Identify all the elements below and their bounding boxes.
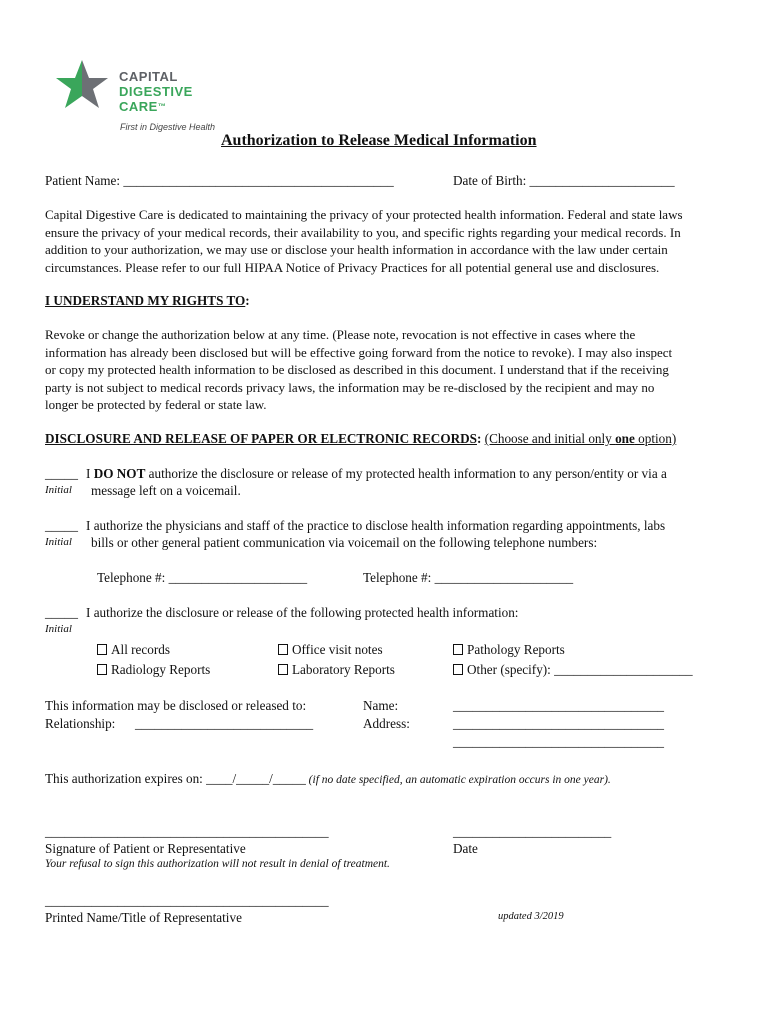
printed-name-field[interactable]: ___________________________________________ (45, 893, 329, 908)
checkbox-label: All records (111, 642, 170, 657)
date-of-birth-field[interactable]: Date of Birth: ______________________ (453, 173, 675, 188)
signature-field[interactable]: ___________________________________________ (45, 824, 329, 839)
signature-label: Signature of Patient or Representative (45, 841, 246, 856)
logo-line-capital: CAPITAL (119, 69, 178, 84)
disclosure-heading-colon: : (476, 431, 482, 446)
rights-heading-colon: : (245, 293, 250, 308)
option1-post: authorize the disclosure or release of my protected health information to any person/entity or via a (145, 466, 667, 481)
rights-heading: I UNDERSTAND MY RIGHTS TO (45, 293, 246, 308)
rights-paragraph (45, 326, 730, 414)
intro-paragraph (45, 206, 730, 276)
option1-line2: message left on a voicemail. (91, 483, 241, 498)
printed-name-label: Printed Name/Title of Representative (45, 910, 242, 925)
intro-line: ensure the privacy of your medical records, their availability to you, and specific rights regarding your medical records. In (45, 224, 681, 240)
logo (54, 58, 224, 138)
logo-tagline: First in Digestive Health (120, 122, 216, 132)
option3-initial-label: Initial (45, 623, 72, 635)
option2-initial-blank[interactable]: _____ (45, 518, 78, 533)
logo-tm: ™ (157, 102, 167, 111)
recipient-address-field-1[interactable]: ________________________________ (453, 716, 664, 731)
option1-line1 (86, 465, 667, 482)
refusal-note: Your refusal to sign this authorization will not result in denial of treatment. (45, 858, 390, 870)
option1-initial-blank[interactable]: _____ (45, 466, 78, 481)
recipient-address-field-2[interactable]: ________________________________ (453, 734, 664, 749)
telephone-field-1[interactable]: Telephone #: _____________________ (97, 570, 308, 585)
checkbox-square[interactable] (453, 644, 463, 655)
date-label: Date (453, 841, 478, 856)
rights-line: information has already been disclosed but will be effective going forward from the notice to revoke). I may also inspect (45, 344, 673, 360)
option2-line1: I authorize the physicians and staff of the practice to disclose health information regarding appointments, labs (86, 518, 666, 533)
logo-line-digestive: DIGESTIVE (119, 84, 193, 99)
expiry-line (45, 770, 611, 789)
checkbox-label: Pathology Reports (467, 642, 565, 657)
expiry-date-field[interactable]: This authorization expires on: ____/_____/_____ (45, 771, 306, 786)
relationship-field[interactable]: ___________________________ (135, 716, 314, 731)
disclosure-heading: DISCLOSURE AND RELEASE OF PAPER OR ELECTRONIC RECORDS (45, 431, 477, 446)
checkbox-laboratory-reports[interactable] (278, 661, 395, 678)
instruction-pre: (Choose and initial only (484, 431, 616, 446)
checkbox-square[interactable] (97, 664, 107, 675)
rights-line: party is not subject to medical records privacy laws, the information may be re-disclosed by the recipient and may no (45, 379, 655, 395)
disclosure-heading-wrap (45, 430, 676, 447)
intro-line: Capital Digestive Care is dedicated to maintaining the privacy of your protected health information. Federal and state laws (45, 207, 683, 222)
option1-bold: DO NOT (93, 466, 146, 481)
checkbox-label: Office visit notes (292, 642, 383, 657)
rights-line: Revoke or change the authorization below at any time. (Please note, revocation is not effective in cases where the (45, 327, 636, 342)
checkbox-pathology-reports[interactable] (453, 641, 565, 658)
recipient-name-label: Name: (363, 698, 399, 713)
intro-line: addition to your authorization, we may use or disclose your health information in accordance with the law under certain (45, 242, 668, 257)
disclosure-instruction (485, 431, 677, 446)
checkbox-square[interactable] (278, 644, 288, 655)
instruction-post: option) (634, 431, 677, 446)
logo-line-care: CARE (119, 99, 158, 114)
recipient-address-label: Address: (363, 716, 410, 731)
checkbox-all-records[interactable] (97, 641, 170, 658)
rights-line: longer be protected by federal or state law. (45, 397, 267, 412)
checkbox-square[interactable] (453, 664, 463, 675)
option3-line1: I authorize the disclosure or release of the following protected health information: (86, 605, 519, 620)
option3-initial-blank[interactable]: _____ (45, 605, 78, 620)
checkbox-square[interactable] (278, 664, 288, 675)
checkbox-other-specify[interactable] (453, 661, 693, 678)
document-title: Authorization to Release Medical Information (221, 132, 537, 149)
checkbox-radiology-reports[interactable] (97, 661, 210, 678)
checkbox-office-visit-notes[interactable] (278, 641, 383, 658)
checkbox-label: Laboratory Reports (292, 662, 395, 677)
relationship-label: Relationship: (45, 716, 116, 731)
instruction-bold: one (615, 431, 635, 446)
checkbox-label: Other (specify): _____________________ (467, 662, 693, 677)
rights-line: or copy my protected health information to be disclosed as described in this document. I understand that if the receiving (45, 362, 669, 377)
release-to-label: This information may be disclosed or released to: (45, 698, 307, 713)
intro-line: circumstances. Please refer to our full HIPAA Notice of Privacy Practices for all potential general use and disclosures. (45, 259, 660, 275)
checkbox-square[interactable] (97, 644, 107, 655)
signature-date-field[interactable]: ________________________ (453, 824, 612, 839)
recipient-name-field[interactable]: ________________________________ (453, 698, 664, 713)
rights-heading-wrap (45, 292, 250, 309)
star-logo-icon (54, 58, 110, 118)
telephone-field-2[interactable]: Telephone #: _____________________ (363, 570, 574, 585)
patient-name-field[interactable]: Patient Name: _________________________________________ (45, 173, 394, 188)
option1-pre: I (86, 466, 94, 481)
option2-line2: bills or other general patient communication via voicemail on the following telephone numbers: (91, 535, 598, 550)
updated-date: updated 3/2019 (498, 911, 564, 922)
checkbox-label: Radiology Reports (111, 662, 211, 677)
option2-initial-label: Initial (45, 536, 72, 548)
option1-initial-label: Initial (45, 484, 72, 496)
expiry-note: (if no date specified, an automatic expiration occurs in one year). (305, 774, 611, 786)
